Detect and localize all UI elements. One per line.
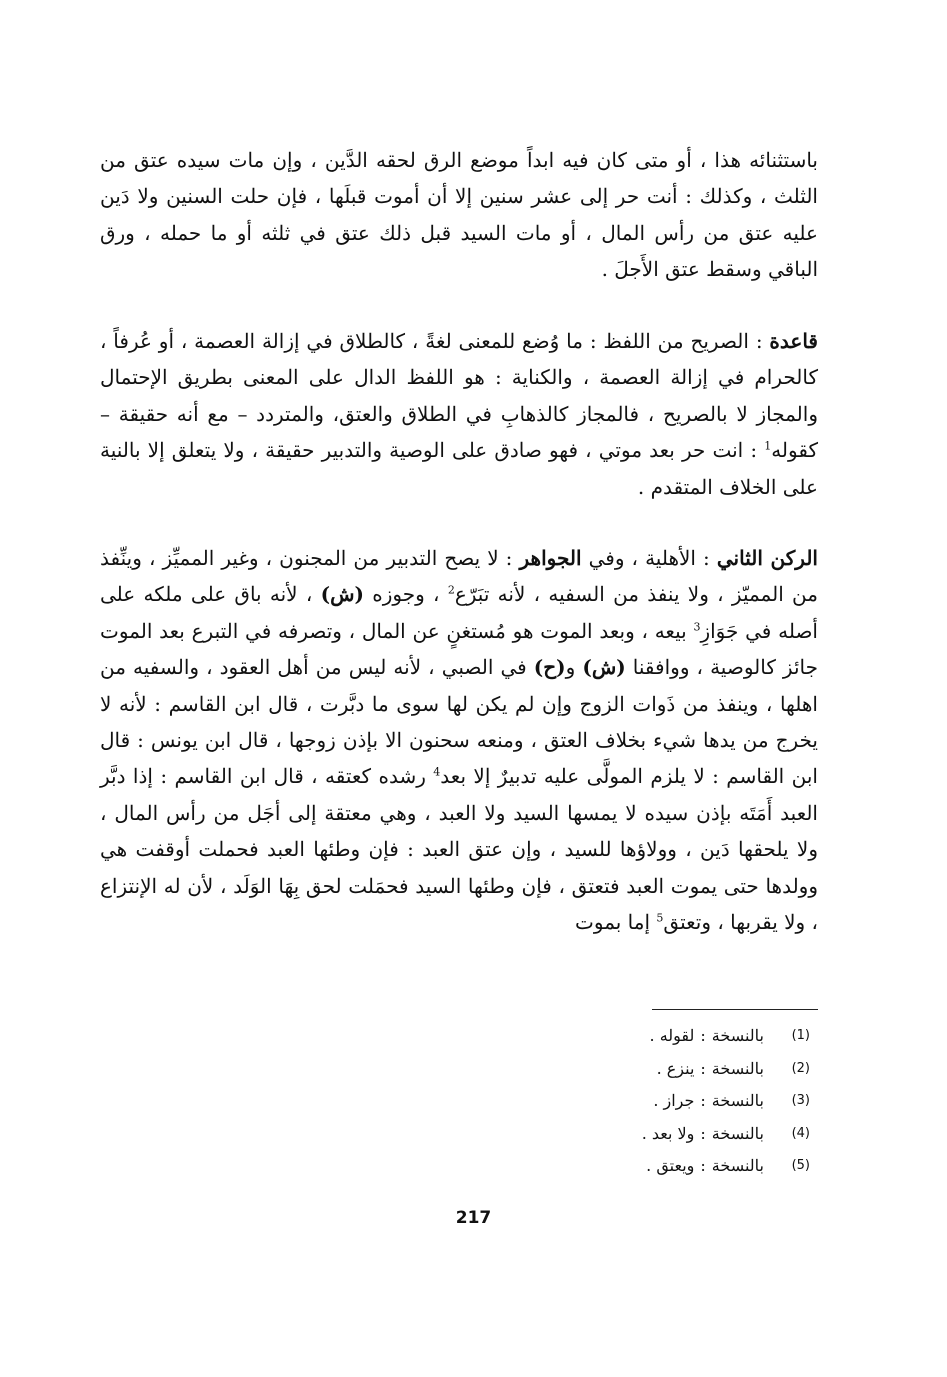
abbrev-hanafi: (ح) bbox=[533, 655, 566, 680]
footnote-separator: : bbox=[700, 1091, 706, 1110]
footnote-separator: : bbox=[700, 1058, 706, 1078]
footnote-text: ولا بعد . bbox=[641, 1123, 695, 1143]
footnote-item bbox=[520, 1085, 810, 1118]
footnote-divider bbox=[652, 1009, 818, 1010]
footnote-label: بالنسخة bbox=[711, 1091, 764, 1110]
footnote-separator: : bbox=[700, 1123, 706, 1143]
footnote-ref-2: 2 bbox=[447, 583, 455, 597]
footnote-text: جراز . bbox=[653, 1091, 695, 1110]
abbrev-shafii-1: (ش) bbox=[320, 582, 364, 607]
paragraph-3-text-e: بيعه ، وبعد الموت هو مُستغنٍ عن المال ، وتصرفه في التبرع بعد الموت جائز كالوصية ، ووافقنا bbox=[100, 618, 818, 680]
footnote-ref-5: 5 bbox=[656, 911, 664, 925]
section-heading: الركن الثاني bbox=[716, 546, 818, 570]
paragraph-1-text: باستثنائه هذا ، أو متى كان فيه ابداً موضع الرق لحقه الدَّين ، وإن مات سيده عتق من الثلث ، وكذلك : أنت حر إلى عشر سنين إلا أن أموت قبلَها ، فإن حلت السنين ولا دَين عليه عتق من رأس المال ، أو مات السيد قبل ذلك عتق في ثلثه أو ما حمله ، ورق الباقي وسقط عتق الأَجلَ . bbox=[100, 148, 818, 282]
footnote-number: (4) bbox=[791, 1125, 810, 1141]
footnote-separator: : bbox=[700, 1156, 706, 1175]
footnote-label: بالنسخة bbox=[711, 1026, 764, 1045]
footnote-number: (2) bbox=[791, 1060, 810, 1076]
paragraph-3-text-c: ، وجوزه bbox=[363, 582, 448, 607]
paragraph-3-text-g: في الصبي ، لأنه ليس من أهل العقود ، والسفيه من اهلها ، وينفذ من ذَوات الزوج وإن لم يكن لها سوى ما دبَّرت ، قال ابن القاسم : لأنه لا يخرج من يدها شيء بخلاف العتق ، ومنعه سحنون الا بإذن زوجها ، قال ابن يونس : قال ابن القاسم : لا يلزم المولَّى عليه تدبيرٌ إلا بعد bbox=[100, 655, 818, 789]
footnote-label: بالنسخة bbox=[711, 1123, 764, 1143]
footnote-number: (5) bbox=[791, 1158, 810, 1173]
paragraph-3-text-b: : لا يصح التدبير من المجنون ، وغير المميِّز ، وينِّفذ من المميّز ، ولا ينفذ من السفيه ، لأنه تبَرّع bbox=[100, 546, 818, 607]
footnote-item bbox=[520, 1118, 810, 1151]
footnote-text: لقوله . bbox=[649, 1026, 695, 1045]
paragraph-2 bbox=[100, 323, 818, 505]
rule-heading: قاعدة bbox=[769, 329, 818, 353]
paragraph-3 bbox=[100, 540, 818, 940]
paragraph-3-text-f: و bbox=[565, 655, 583, 680]
footnote-number: (1) bbox=[791, 1028, 810, 1043]
paragraph-2-text-a: : الصريح من اللفظ : ما وُضع للمعنى لغةً ، كالطلاق في إزالة العصمة ، أو عُرفاً ، كالحرام في إزالة العصمة ، والكناية : هو اللفظ الدال على المعنى بطريق الإحتمال والمجاز لا بالصريح ، فالمجاز كالذهابِ في الطلاق والعتق، والمتردد – مع أنه حقيقة – كقوله bbox=[100, 329, 818, 463]
footnote-ref-3: 3 bbox=[693, 620, 701, 634]
abbrev-shafii-2: (ش) bbox=[582, 655, 626, 680]
footnote-ref-4: 4 bbox=[433, 765, 441, 779]
footnote-separator: : bbox=[700, 1026, 706, 1045]
paragraph-3-text-i: رشده كعتقه ، قال ابن القاسم : إذا دبَّر العبد أَمَتَه بإذن سيده لا يمسها السيد ولا العبد ، وهي معتقة إلى أجَل من رأس المال ، ولا يلحقها دَين ، وولاؤها للسيد ، وإن عتق العبد : فإن وطئها العبد فحملت أوقفت هي وولدها حتى يموت العبد فتعتق ، فإن وطئها السيد فحمَلت لحق بِهَا الوَلَد ، لأن له الإنتزاع ، ولا يقربها ، وتعتق bbox=[100, 764, 818, 935]
paragraph-3-text-a: : الأهلية ، وفي bbox=[581, 546, 717, 570]
footnote-number: (3) bbox=[791, 1093, 810, 1108]
paragraph-2-text-b: : انت حر بعد موتي ، فهو صادق على الوصية والتدبير حقيقة ، ولا يتعلق إلا بالنية على الخلاف المتقدم . bbox=[100, 438, 818, 499]
footnote-ref-1: 1 bbox=[764, 439, 772, 453]
footnote-label: بالنسخة bbox=[711, 1058, 764, 1078]
footnote-item bbox=[520, 1020, 810, 1053]
footnote-item bbox=[520, 1053, 810, 1086]
footnote-label: بالنسخة bbox=[711, 1156, 764, 1175]
footnote-text: ينزع . bbox=[656, 1058, 695, 1078]
footnote-text: ويعتق . bbox=[646, 1156, 695, 1175]
source-name-jawahir: الجواهر bbox=[519, 546, 582, 570]
footnotes-list bbox=[520, 1020, 810, 1183]
paragraph-3-text-d: ، لأنه باق على ملكه على أصله في جَوَازِ bbox=[100, 582, 818, 643]
paragraph-3-text-j: إما بموت bbox=[575, 910, 657, 935]
page-number: 217 bbox=[455, 1208, 492, 1228]
footnote-item bbox=[520, 1150, 810, 1183]
paragraph-1 bbox=[100, 142, 818, 288]
